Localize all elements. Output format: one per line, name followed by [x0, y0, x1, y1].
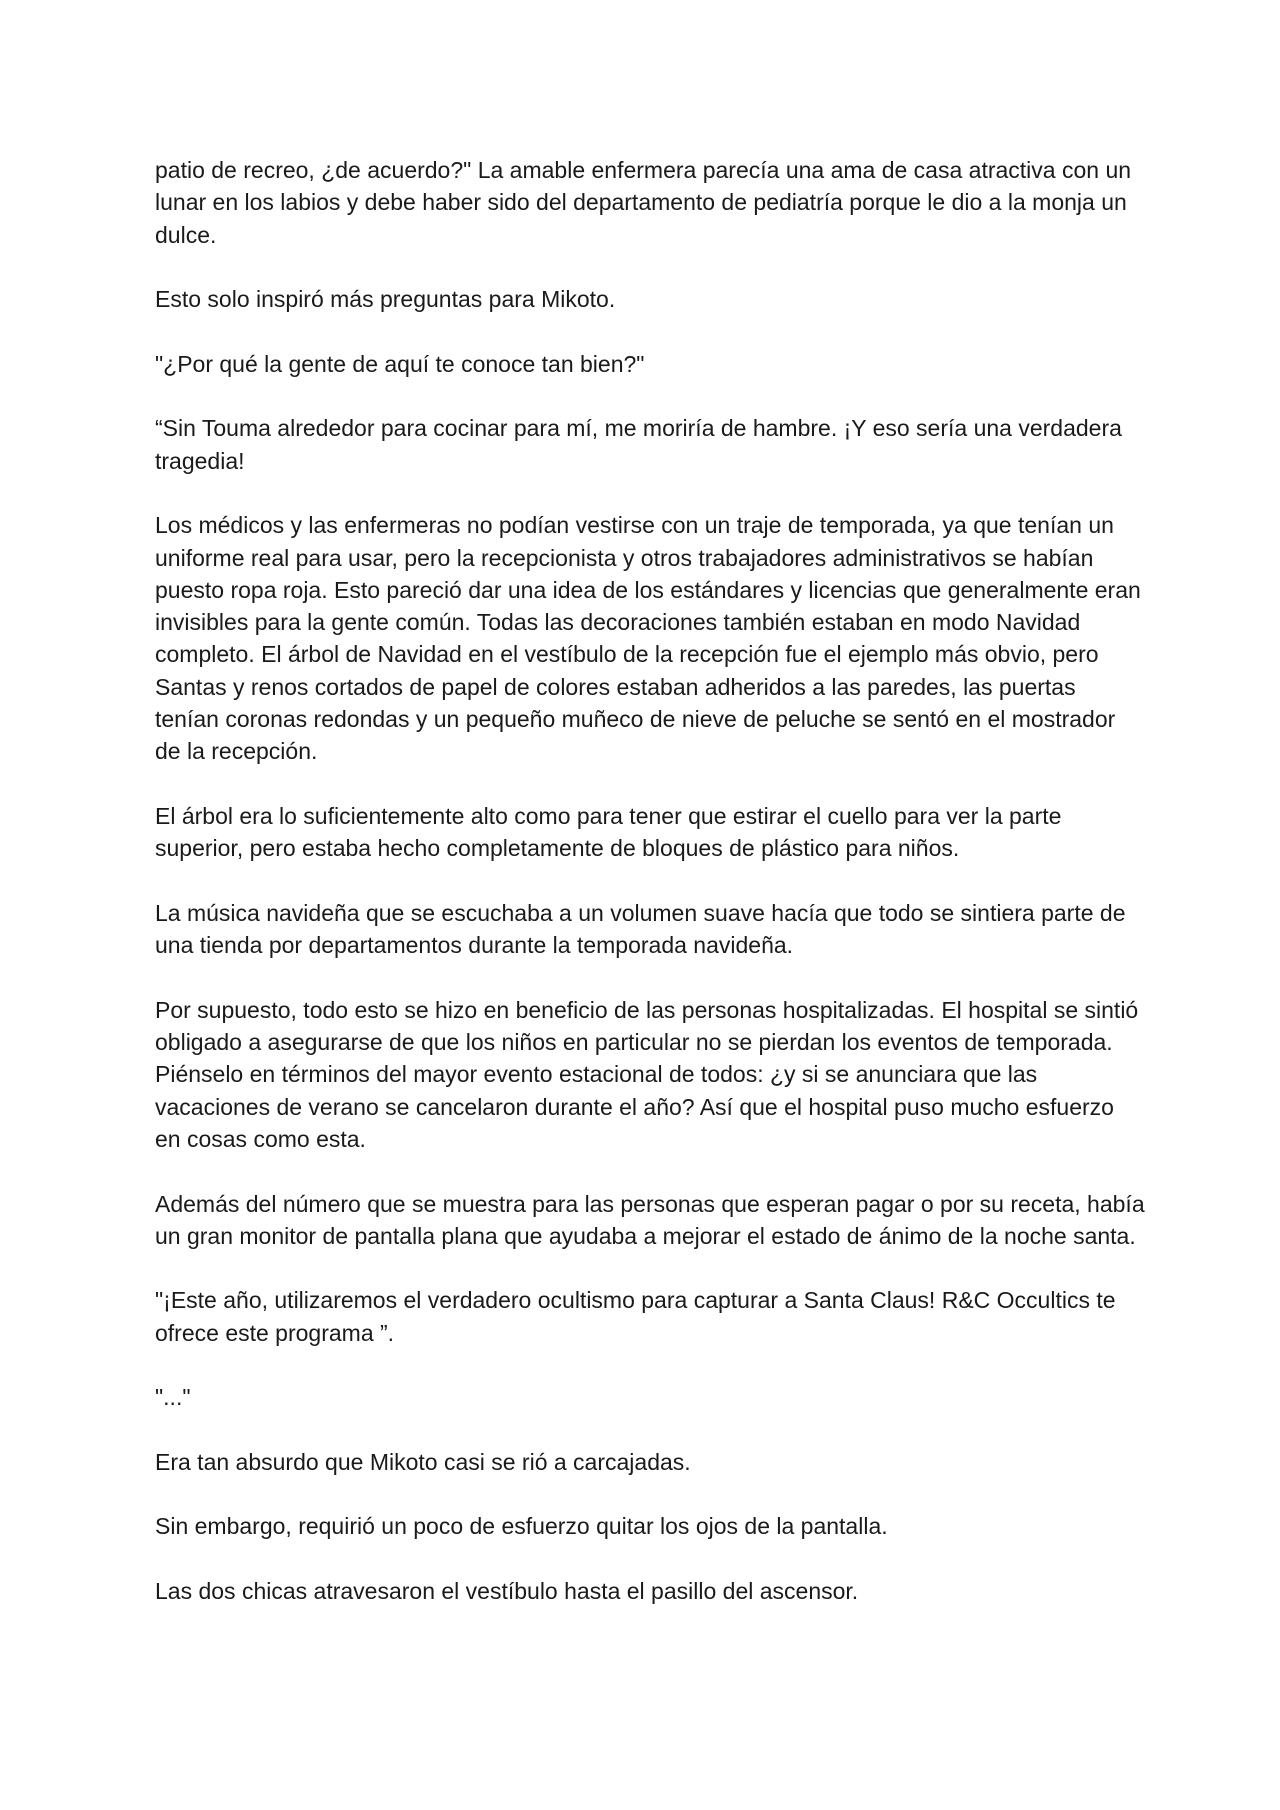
paragraph: El árbol era lo suficientemente alto como para tener que estirar el cuello para ver la parte superior, pero estaba hecho completamente de bloques de plástico para niños.	[155, 802, 1062, 862]
paragraph: Las dos chicas atravesaron el vestíbulo hasta el pasillo del ascensor.	[155, 1578, 859, 1605]
paragraph: Los médicos y las enfermeras no podían vestirse con un traje de temporada, ya que tenían un uniforme real para usar, pero la recepcionista y otros trabajadores administrativos se habían puesto ropa roja. Esto pareció dar una idea de los estándares y licencias que generalmente eran invisibles para la gente común. Todas las decoraciones también estaban en modo Navidad completo. El árbol de Navidad en el vestíbulo de la recepción fue el ejemplo más obvio, pero Santas y renos cortados de papel de colores estaban adheridos a las paredes, las puertas tenían coronas redondas y un pequeño muñeco de nieve de peluche se sentó en el mostrador de la recepción.	[155, 512, 1141, 765]
paragraph: "¿Por qué la gente de aquí te conoce tan bien?"	[155, 350, 645, 377]
paragraph: Además del número que se muestra para las personas que esperan pagar o por su receta, había un gran monitor de pantalla plana que ayudaba a mejorar el estado de ánimo de la noche santa.	[155, 1190, 1145, 1249]
paragraph: Esto solo inspiró más preguntas para Mikoto.	[155, 286, 616, 313]
paragraph: patio de recreo, ¿de acuerdo?" La amable enfermera parecía una ama de casa atractiva con un lunar en los labios y debe haber sido del departamento de pediatría porque le dio a la monja un dulce.	[155, 157, 1132, 248]
paragraph: Sin embargo, requirió un poco de esfuerzo quitar los ojos de la pantalla.	[155, 1513, 888, 1540]
paragraph: “Sin Touma alrededor para cocinar para mí, me moriría de hambre. ¡Y eso sería una verdadera tragedia!	[155, 415, 1122, 474]
paragraph: La música navideña que se escuchaba a un volumen suave hacía que todo se sintiera parte de una tienda por departamentos durante la temporada navideña.	[155, 899, 1126, 959]
paragraph: "¡Este año, utilizaremos el verdadero ocultismo para capturar a Santa Claus! R&C Occultics te ofrece este programa ”.	[155, 1287, 1116, 1346]
paragraph: Era tan absurdo que Mikoto casi se rió a carcajadas.	[155, 1448, 691, 1475]
paragraph: Por supuesto, todo esto se hizo en beneficio de las personas hospitalizadas. El hospital se sintió obligado a asegurarse de que los niños en particular no se pierdan los eventos de temporada. Piénselo en términos del mayor evento estacional de todos: ¿y si se anunciara que las vacaciones de verano se cancelaron durante el año? Así que el hospital puso mucho esfuerzo en cosas como esta.	[155, 996, 1139, 1152]
document-body	[155, 154, 1145, 1640]
paragraph: "..."	[155, 1384, 191, 1411]
